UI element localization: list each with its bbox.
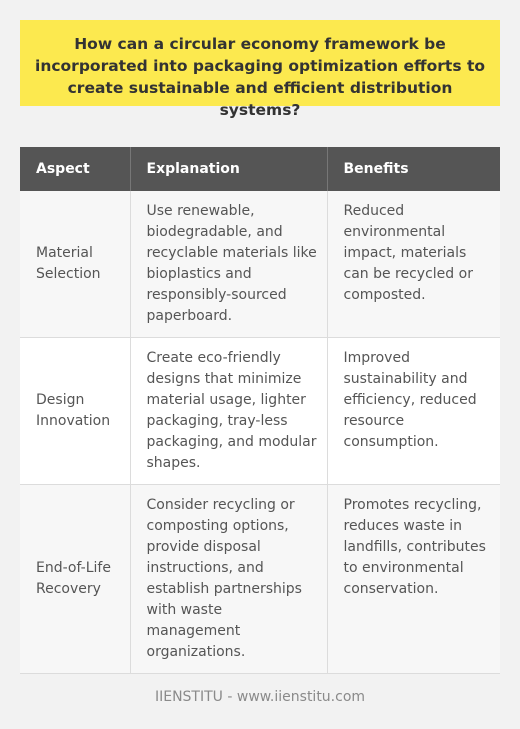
- question-text: How can a circular economy framework be incorporated into packaging optimization efforts to create sustainable and efficient distribution systems?: [35, 35, 485, 119]
- table-row: [20, 485, 500, 674]
- footer-credit: IIENSTITU - www.iienstitu.com: [154, 689, 366, 705]
- aspect-cell: Material Selection: [20, 191, 130, 338]
- explanation-cell: Use renewable, biodegradable, and recyclable materials like bioplastics and responsibly-sourced paperboard.: [130, 191, 327, 338]
- table-header-row: [20, 147, 500, 191]
- benefits-cell: Promotes recycling, reduces waste in landfills, contributes to environmental conservation.: [327, 485, 500, 674]
- benefits-cell: Reduced environmental impact, materials can be recycled or composted.: [327, 191, 500, 338]
- header-aspect: Aspect: [20, 147, 130, 191]
- header-explanation: Explanation: [130, 147, 327, 191]
- benefits-cell: Improved sustainability and efficiency, reduced resource consumption.: [327, 338, 500, 485]
- table-row: [20, 191, 500, 338]
- explanation-cell: Consider recycling or composting options, provide disposal instructions, and establish partnerships with waste management organizations.: [130, 485, 327, 674]
- explanation-cell: Create eco-friendly designs that minimize material usage, lighter packaging, tray-less packaging, and modular shapes.: [130, 338, 327, 485]
- info-table: [20, 147, 500, 674]
- aspect-cell: Design Innovation: [20, 338, 130, 485]
- table-row: [20, 338, 500, 485]
- question-box: [20, 20, 500, 119]
- aspect-cell: End-of-Life Recovery: [20, 485, 130, 674]
- header-benefits: Benefits: [327, 147, 500, 191]
